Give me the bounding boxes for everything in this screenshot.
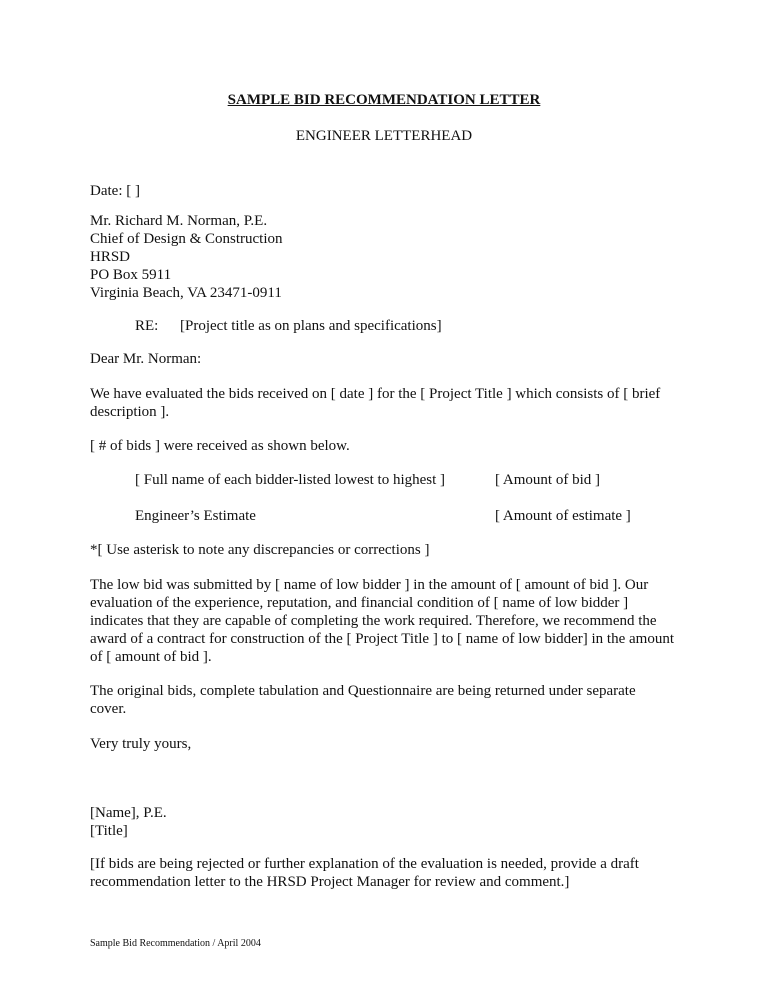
low-bid-line: evaluation of the experience, reputation, and financial condition of [ name of low bidder ]	[90, 595, 629, 611]
review-note-line-2: recommendation letter to the HRSD Project Manager for review and comment.]	[90, 874, 570, 890]
low-bid-line: indicates that they are capable of completing the work required. Therefore, we recommend the	[90, 613, 657, 629]
low-bid-line: The low bid was submitted by [ name of low bidder ] in the amount of [ amount of bid ]. Our	[90, 577, 649, 593]
returned-bids-line-2: cover.	[90, 701, 127, 717]
evaluation-paragraph-line-2: description ].	[90, 404, 170, 420]
salutation: Dear Mr. Norman:	[90, 351, 202, 367]
recipient-organization: HRSD	[90, 249, 131, 265]
evaluation-paragraph-line-1: We have evaluated the bids received on [ date ] for the [ Project Title ] which consists of [ brief	[90, 386, 661, 402]
review-note-line-1: [If bids are being rejected or further explanation of the evaluation is needed, provide a draft	[90, 856, 639, 872]
re-subject: [Project title as on plans and specifications]	[180, 318, 442, 334]
closing: Very truly yours,	[90, 736, 192, 752]
recipient-po-box: PO Box 5911	[90, 267, 172, 283]
asterisk-note: *[ Use asterisk to note any discrepancies or corrections ]	[90, 542, 430, 558]
recipient-position: Chief of Design & Construction	[90, 231, 283, 247]
date-line: Date: [ ]	[90, 183, 140, 199]
low-bid-line: award of a contract for construction of the [ Project Title ] to [ name of low bidder] in the amount	[90, 631, 675, 647]
recipient-city-state-zip: Virginia Beach, VA 23471-0911	[90, 285, 282, 301]
letterhead-placeholder: ENGINEER LETTERHEAD	[295, 128, 473, 144]
estimate-label: Engineer’s Estimate	[135, 508, 256, 524]
bidder-name: [ Full name of each bidder-listed lowest to highest ]	[135, 472, 446, 488]
page-footer: Sample Bid Recommendation / April 2004	[90, 938, 261, 949]
bids-intro: [ # of bids ] were received as shown below.	[90, 438, 350, 454]
signature-name: [Name], P.E.	[90, 805, 167, 821]
document-title: SAMPLE BID RECOMMENDATION LETTER	[227, 92, 541, 108]
low-bid-line: of [ amount of bid ].	[90, 649, 212, 665]
returned-bids-line-1: The original bids, complete tabulation and Questionnaire are being returned under separate	[90, 683, 636, 699]
bid-amount: [ Amount of bid ]	[495, 472, 600, 488]
recipient-name: Mr. Richard M. Norman, P.E.	[90, 213, 268, 229]
re-label: RE:	[135, 318, 159, 334]
estimate-amount: [ Amount of estimate ]	[495, 508, 631, 524]
signature-title: [Title]	[90, 823, 128, 839]
